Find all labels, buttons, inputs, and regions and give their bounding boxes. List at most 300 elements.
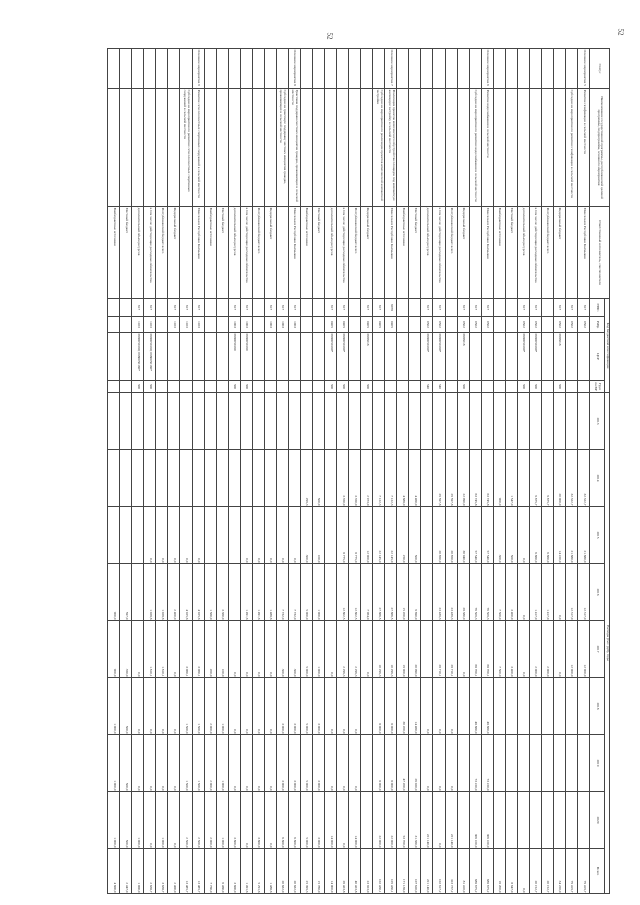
- row-csr-cell: 0980050180; 0980050180*: [132, 333, 144, 381]
- table-row: [156, 49, 168, 894]
- row-total-cell: 16 200,0: [493, 849, 505, 894]
- row-year-value-cell: [529, 735, 541, 792]
- row-year-value-cell: [168, 393, 180, 450]
- row-csr-cell: [481, 333, 493, 381]
- row-year-value-cell: 9 690,0: [409, 564, 421, 621]
- row-vr-cell: 500: [457, 381, 469, 393]
- row-year-value-cell: 500,0: [409, 507, 421, 564]
- row-year-value-cell: 0,0: [337, 735, 349, 792]
- row-year-value-cell: [228, 450, 240, 507]
- row-rzpr-cell: [313, 317, 325, 333]
- table-row: [409, 49, 421, 894]
- row-status-cell: Основное мероприятие 8: [288, 49, 300, 89]
- header-year: 2015: [590, 507, 605, 564]
- row-total-cell: 107 620,0: [409, 849, 421, 894]
- row-year-value-cell: 31 360,0: [409, 792, 421, 849]
- row-year-value-cell: 22 090,0: [457, 450, 469, 507]
- row-status-cell: [240, 49, 252, 89]
- row-status-cell: [349, 49, 361, 89]
- row-status-cell: [409, 49, 421, 89]
- row-rzpr-cell: 1003: [276, 317, 288, 333]
- row-program-name-cell: Развитие водоснабжения в сельской местности: [481, 89, 493, 207]
- row-year-value-cell: 0,0: [240, 735, 252, 792]
- row-year-value-cell: [156, 450, 168, 507]
- row-vr-cell: [409, 381, 421, 393]
- table-row: [288, 49, 300, 894]
- row-year-value-cell: 1 417,0: [541, 564, 553, 621]
- row-year-value-cell: 1 028,6: [144, 564, 156, 621]
- row-program-name-cell: [529, 89, 541, 207]
- row-rzpr-cell: 0405: [385, 317, 397, 333]
- table-row: [445, 49, 457, 894]
- row-status-cell: [553, 49, 565, 89]
- row-year-value-cell: 500,0: [505, 507, 517, 564]
- row-total-cell: 7 760,0: [204, 849, 216, 894]
- row-year-value-cell: 3 800,0: [252, 792, 264, 849]
- row-vr-cell: 500: [144, 381, 156, 393]
- row-year-value-cell: 0,0: [168, 507, 180, 564]
- row-rzpr-cell: 0405: [361, 317, 373, 333]
- row-vr-cell: [264, 381, 276, 393]
- table-row: [132, 49, 144, 894]
- row-grbs-cell: 617: [421, 299, 433, 317]
- row-year-value-cell: 7 964,0: [361, 564, 373, 621]
- row-responsible-cell: в том числе: действующие расходные обязательства: [337, 207, 349, 299]
- row-program-name-cell: [120, 89, 132, 207]
- row-year-value-cell: 1 000,0: [108, 792, 120, 849]
- header-expenses: Расходы (тыс. руб), годы: [605, 393, 610, 894]
- row-year-value-cell: 63 745,8: [481, 450, 493, 507]
- row-year-value-cell: 0,0: [252, 678, 264, 735]
- row-total-cell: 23 923,0: [361, 849, 373, 894]
- row-grbs-cell: 617: [373, 299, 385, 317]
- row-year-value-cell: 200,0: [204, 621, 216, 678]
- row-year-value-cell: 500,0: [313, 450, 325, 507]
- row-year-value-cell: 48 860,0: [469, 678, 481, 735]
- row-year-value-cell: [553, 735, 565, 792]
- row-csr-cell: 0980050180*: [325, 333, 337, 381]
- row-year-value-cell: [276, 393, 288, 450]
- row-year-value-cell: 300,0: [300, 507, 312, 564]
- row-year-value-cell: [517, 393, 529, 450]
- row-year-value-cell: 0,0: [264, 621, 276, 678]
- row-program-name-cell: Субсидии на грантовую поддержку местных инициатив граждан, проживающих в сельской местности: [276, 89, 288, 207]
- row-status-cell: [180, 49, 192, 89]
- table-row: [433, 49, 445, 894]
- row-vr-cell: [493, 381, 505, 393]
- row-year-value-cell: 3 400,0: [505, 621, 517, 678]
- row-year-value-cell: 0,0: [252, 507, 264, 564]
- row-year-value-cell: 0,0: [132, 621, 144, 678]
- row-csr-cell: [469, 333, 481, 381]
- row-year-value-cell: [228, 507, 240, 564]
- row-year-value-cell: 500,0: [120, 678, 132, 735]
- row-responsible-cell: Местный бюджет: [120, 207, 132, 299]
- row-rzpr-cell: 0502: [433, 317, 445, 333]
- row-grbs-cell: 617: [240, 299, 252, 317]
- row-year-value-cell: [325, 450, 337, 507]
- row-year-value-cell: 22 145,0: [373, 507, 385, 564]
- row-program-name-cell: [553, 89, 565, 207]
- row-csr-cell: [288, 333, 300, 381]
- row-year-value-cell: 6 860,0: [541, 507, 553, 564]
- row-year-value-cell: 8 000,0: [373, 678, 385, 735]
- row-responsible-cell: в том числе: действующие расходные обязательства: [529, 207, 541, 299]
- table-row: [397, 49, 409, 894]
- row-rzpr-cell: 1103: [168, 317, 180, 333]
- row-year-value-cell: 0,0: [156, 735, 168, 792]
- row-year-value-cell: 4 925,6: [180, 564, 192, 621]
- row-rzpr-cell: 0502: [421, 317, 433, 333]
- header-vr: Груп па ВР: [590, 381, 605, 393]
- row-grbs-cell: 617: [132, 299, 144, 317]
- row-year-value-cell: 20 850,0: [433, 507, 445, 564]
- row-responsible-cell: Республиканский бюджет всего: [349, 207, 361, 299]
- row-responsible-cell: Республиканский бюджет всего: [252, 207, 264, 299]
- row-year-value-cell: 1 000,0: [132, 792, 144, 849]
- row-rzpr-cell: 0502: [517, 317, 529, 333]
- row-year-value-cell: [361, 678, 373, 735]
- row-year-value-cell: 1 000,0: [216, 735, 228, 792]
- row-year-value-cell: 22 000,0: [385, 792, 397, 849]
- row-status-cell: Основное мероприятие 6: [481, 49, 493, 89]
- row-status-cell: [216, 49, 228, 89]
- row-total-cell: 79 419,7: [578, 849, 590, 894]
- row-year-value-cell: 2 000,0: [204, 735, 216, 792]
- row-csr-cell: 0980050180*: [517, 333, 529, 381]
- row-year-value-cell: 32 322,7: [578, 450, 590, 507]
- row-program-name-cell: Субсидии на мероприятия по реализации проектов комплексной компактной застройки: [373, 89, 385, 207]
- row-total-cell: 13 485,7: [180, 849, 192, 894]
- table-row: [469, 49, 481, 894]
- row-year-value-cell: 2 296,3: [349, 621, 361, 678]
- row-year-value-cell: 57 540,0: [481, 507, 493, 564]
- row-status-cell: [144, 49, 156, 89]
- row-year-value-cell: 1 491,6: [240, 564, 252, 621]
- row-total-cell: 1 488,6: [264, 849, 276, 894]
- row-year-value-cell: 22 145,0: [385, 507, 397, 564]
- row-year-value-cell: 1 000,0: [216, 792, 228, 849]
- row-year-value-cell: 63 745,8: [469, 450, 481, 507]
- row-year-value-cell: [120, 393, 132, 450]
- row-year-value-cell: 0,0: [240, 621, 252, 678]
- row-year-value-cell: 0,0: [517, 564, 529, 621]
- table-row: [421, 49, 433, 894]
- row-status-cell: [337, 49, 349, 89]
- row-csr-cell: [252, 333, 264, 381]
- row-csr-cell: [578, 333, 590, 381]
- row-year-value-cell: [288, 450, 300, 507]
- row-year-value-cell: 221 140,0: [445, 792, 457, 849]
- header-total: Всего: [590, 849, 605, 894]
- row-vr-cell: [252, 381, 264, 393]
- row-year-value-cell: 0,0: [421, 678, 433, 735]
- row-rzpr-cell: [493, 317, 505, 333]
- row-program-name-cell: [132, 89, 144, 207]
- row-year-value-cell: [517, 450, 529, 507]
- row-total-cell: 13 485,7: [192, 849, 204, 894]
- row-grbs-cell: [409, 299, 421, 317]
- budget-table: [107, 48, 610, 894]
- row-year-value-cell: [529, 792, 541, 849]
- row-year-value-cell: [481, 393, 493, 450]
- row-year-value-cell: 0,0: [457, 621, 469, 678]
- row-program-name-cell: [397, 89, 409, 207]
- row-status-cell: [373, 49, 385, 89]
- row-year-value-cell: 47 200,0: [397, 735, 409, 792]
- row-year-value-cell: [529, 678, 541, 735]
- header-year: 2016: [590, 564, 605, 621]
- row-year-value-cell: [457, 792, 469, 849]
- row-grbs-cell: [313, 299, 325, 317]
- row-year-value-cell: [132, 450, 144, 507]
- row-year-value-cell: 0,0: [264, 678, 276, 735]
- row-status-cell: [120, 49, 132, 89]
- row-total-cell: 4 800,0: [108, 849, 120, 894]
- row-program-name-cell: [433, 89, 445, 207]
- header-year: 2014: [590, 450, 605, 507]
- row-status-cell: [276, 49, 288, 89]
- row-responsible-cell: Федеральный бюджет: [264, 207, 276, 299]
- row-vr-cell: [469, 381, 481, 393]
- row-year-value-cell: 68 700,1: [469, 621, 481, 678]
- row-year-value-cell: 0,0: [264, 507, 276, 564]
- row-year-value-cell: 0,0: [349, 735, 361, 792]
- row-rzpr-cell: [409, 317, 421, 333]
- row-year-value-cell: [517, 792, 529, 849]
- row-year-value-cell: [553, 792, 565, 849]
- row-status-cell: [421, 49, 433, 89]
- row-year-value-cell: 12 900,0: [578, 621, 590, 678]
- row-program-name-cell: [144, 89, 156, 207]
- row-year-value-cell: 57 540,0: [469, 507, 481, 564]
- row-total-cell: 0,0: [517, 849, 529, 894]
- row-responsible-cell: Минсельхоз Республики Калмыкия: [192, 207, 204, 299]
- rotated-budget-table-page: [72, 48, 610, 893]
- row-grbs-cell: [397, 299, 409, 317]
- row-grbs-cell: [216, 299, 228, 317]
- row-year-value-cell: [469, 393, 481, 450]
- row-year-value-cell: [457, 735, 469, 792]
- row-total-cell: 3 838,7: [156, 849, 168, 894]
- row-year-value-cell: [578, 393, 590, 450]
- row-year-value-cell: [505, 792, 517, 849]
- row-vr-cell: 500: [228, 381, 240, 393]
- row-rzpr-cell: 0405: [373, 317, 385, 333]
- row-vr-cell: 500: [517, 381, 529, 393]
- row-responsible-cell: дополнительный объем ресурсов: [421, 207, 433, 299]
- row-total-cell: 25 399,3: [300, 849, 312, 894]
- table-row: [457, 49, 469, 894]
- row-year-value-cell: [361, 792, 373, 849]
- table-row: [385, 49, 397, 894]
- row-rzpr-cell: [120, 317, 132, 333]
- row-vr-cell: 500: [240, 381, 252, 393]
- row-total-cell: 14 000,0: [325, 849, 337, 894]
- row-vr-cell: [276, 381, 288, 393]
- row-year-value-cell: 53 700,0: [397, 792, 409, 849]
- row-grbs-cell: 617: [276, 299, 288, 317]
- row-total-cell: 20 832,0: [276, 849, 288, 894]
- row-year-value-cell: 0,0: [156, 507, 168, 564]
- row-year-value-cell: [445, 393, 457, 450]
- table-row: [505, 49, 517, 894]
- row-year-value-cell: 1 000,0: [156, 792, 168, 849]
- row-status-cell: [433, 49, 445, 89]
- row-year-value-cell: 0,0: [228, 735, 240, 792]
- row-vr-cell: [288, 381, 300, 393]
- row-year-value-cell: [361, 393, 373, 450]
- table-row: [252, 49, 264, 894]
- row-year-value-cell: 12 802,5: [349, 564, 361, 621]
- row-year-value-cell: 12 802,5: [337, 564, 349, 621]
- row-year-value-cell: 221 140,0: [421, 792, 433, 849]
- row-grbs-cell: [541, 299, 553, 317]
- row-year-value-cell: 12 900,0: [566, 621, 578, 678]
- row-year-value-cell: 5 000,0: [300, 735, 312, 792]
- row-year-value-cell: [421, 621, 433, 678]
- row-grbs-cell: 617: [433, 299, 445, 317]
- row-year-value-cell: [108, 507, 120, 564]
- row-program-name-cell: [168, 89, 180, 207]
- row-grbs-cell: [252, 299, 264, 317]
- row-year-value-cell: 300,0: [493, 507, 505, 564]
- row-year-value-cell: 22 000,0: [373, 792, 385, 849]
- row-year-value-cell: 3 000,0: [313, 678, 325, 735]
- row-responsible-cell: Федеральный бюджет: [457, 207, 469, 299]
- row-year-value-cell: [325, 507, 337, 564]
- row-responsible-cell: в том числе: действующие расходные обязательства: [240, 207, 252, 299]
- row-total-cell: 20 152,7: [529, 849, 541, 894]
- row-year-value-cell: 26 020,0: [409, 735, 421, 792]
- row-vr-cell: 540: [433, 381, 445, 393]
- table-row: [493, 49, 505, 894]
- row-vr-cell: 540: [421, 381, 433, 393]
- row-responsible-cell: [469, 207, 481, 299]
- row-rzpr-cell: [541, 317, 553, 333]
- table-row: [541, 49, 553, 894]
- row-year-value-cell: 10 296,3: [385, 621, 397, 678]
- row-year-value-cell: [457, 678, 469, 735]
- row-year-value-cell: 8 000,0: [385, 678, 397, 735]
- row-csr-cell: [349, 333, 361, 381]
- row-year-value-cell: 3 000,0: [313, 735, 325, 792]
- row-vr-cell: [541, 381, 553, 393]
- row-year-value-cell: [192, 393, 204, 450]
- row-year-value-cell: [433, 393, 445, 450]
- row-year-value-cell: 3 360,0: [216, 564, 228, 621]
- row-grbs-cell: 617: [529, 299, 541, 317]
- row-year-value-cell: 8 000,0: [373, 735, 385, 792]
- row-year-value-cell: [541, 393, 553, 450]
- row-program-name-cell: [156, 89, 168, 207]
- row-grbs-cell: 617: [325, 299, 337, 317]
- row-program-name-cell: Субсидии на мероприятия по развитию водоснабжения в сельской местности: [469, 89, 481, 207]
- row-status-cell: Основное мероприятие 9: [192, 49, 204, 89]
- header-year: 2019: [590, 735, 605, 792]
- row-year-value-cell: 1 500,0: [180, 678, 192, 735]
- row-year-value-cell: [578, 735, 590, 792]
- row-csr-cell: [108, 333, 120, 381]
- row-year-value-cell: [252, 450, 264, 507]
- row-year-value-cell: 306 100,0: [469, 792, 481, 849]
- row-year-value-cell: 7 732,0: [276, 564, 288, 621]
- row-year-value-cell: [228, 393, 240, 450]
- row-year-value-cell: [216, 450, 228, 507]
- row-status-cell: [264, 49, 276, 89]
- row-total-cell: 171 138,0: [397, 849, 409, 894]
- row-total-cell: 6 460,0: [216, 849, 228, 894]
- row-year-value-cell: [337, 393, 349, 450]
- row-year-value-cell: 0,0: [144, 735, 156, 792]
- page-number-corner: 52: [616, 28, 625, 36]
- row-year-value-cell: 1 491,6: [252, 564, 264, 621]
- row-status-cell: [529, 49, 541, 89]
- row-year-value-cell: 0,0: [264, 792, 276, 849]
- row-year-value-cell: 350,0: [120, 621, 132, 678]
- row-year-value-cell: 21 880,0: [566, 507, 578, 564]
- row-csr-cell: [264, 333, 276, 381]
- row-year-value-cell: 3 000,0: [288, 735, 300, 792]
- table-row: [204, 49, 216, 894]
- row-year-value-cell: [505, 735, 517, 792]
- row-status-cell: [566, 49, 578, 89]
- row-year-value-cell: 28 710,1: [445, 621, 457, 678]
- row-status-cell: [313, 49, 325, 89]
- row-year-value-cell: 1 547,0: [505, 450, 517, 507]
- row-vr-cell: 500: [132, 381, 144, 393]
- row-total-cell: 1 000,0: [132, 849, 144, 894]
- row-year-value-cell: 300,0: [276, 621, 288, 678]
- page-number-top: 52: [325, 32, 334, 40]
- row-status-cell: [204, 49, 216, 89]
- row-year-value-cell: 100,0: [313, 507, 325, 564]
- row-csr-cell: [445, 333, 457, 381]
- row-year-value-cell: 0,0: [252, 621, 264, 678]
- row-year-value-cell: 0,0: [325, 678, 337, 735]
- row-year-value-cell: 0,0: [144, 678, 156, 735]
- row-vr-cell: [300, 381, 312, 393]
- row-year-value-cell: 14 220,0: [553, 507, 565, 564]
- row-rzpr-cell: 1103: [180, 317, 192, 333]
- row-grbs-cell: [493, 299, 505, 317]
- row-year-value-cell: [373, 393, 385, 450]
- row-program-name-cell: Субсидии на мероприятия по развитию сети плоскостных спортивных сооружений в сельской местности: [180, 89, 192, 207]
- row-total-cell: 102 430,1: [373, 849, 385, 894]
- row-year-value-cell: 12 900,0: [361, 507, 373, 564]
- row-year-value-cell: [541, 735, 553, 792]
- table-row: [361, 49, 373, 894]
- row-program-name-cell: Субсидии на мероприятия по развитию газификации в сельской местности: [566, 89, 578, 207]
- row-vr-cell: [373, 381, 385, 393]
- row-year-value-cell: 3 060,1: [180, 621, 192, 678]
- row-vr-cell: 500: [325, 381, 337, 393]
- row-year-value-cell: [108, 450, 120, 507]
- row-year-value-cell: 0,0: [349, 678, 361, 735]
- row-responsible-cell: [276, 207, 288, 299]
- row-year-value-cell: [180, 450, 192, 507]
- row-csr-cell: [156, 333, 168, 381]
- row-year-value-cell: [578, 792, 590, 849]
- row-total-cell: 3 800,0: [228, 849, 240, 894]
- row-csr-cell: [276, 333, 288, 381]
- row-rzpr-cell: 0502: [566, 317, 578, 333]
- row-year-value-cell: [216, 507, 228, 564]
- table-row: [349, 49, 361, 894]
- row-year-value-cell: 0,0: [168, 792, 180, 849]
- row-year-value-cell: 0,0: [240, 792, 252, 849]
- row-status-cell: [517, 49, 529, 89]
